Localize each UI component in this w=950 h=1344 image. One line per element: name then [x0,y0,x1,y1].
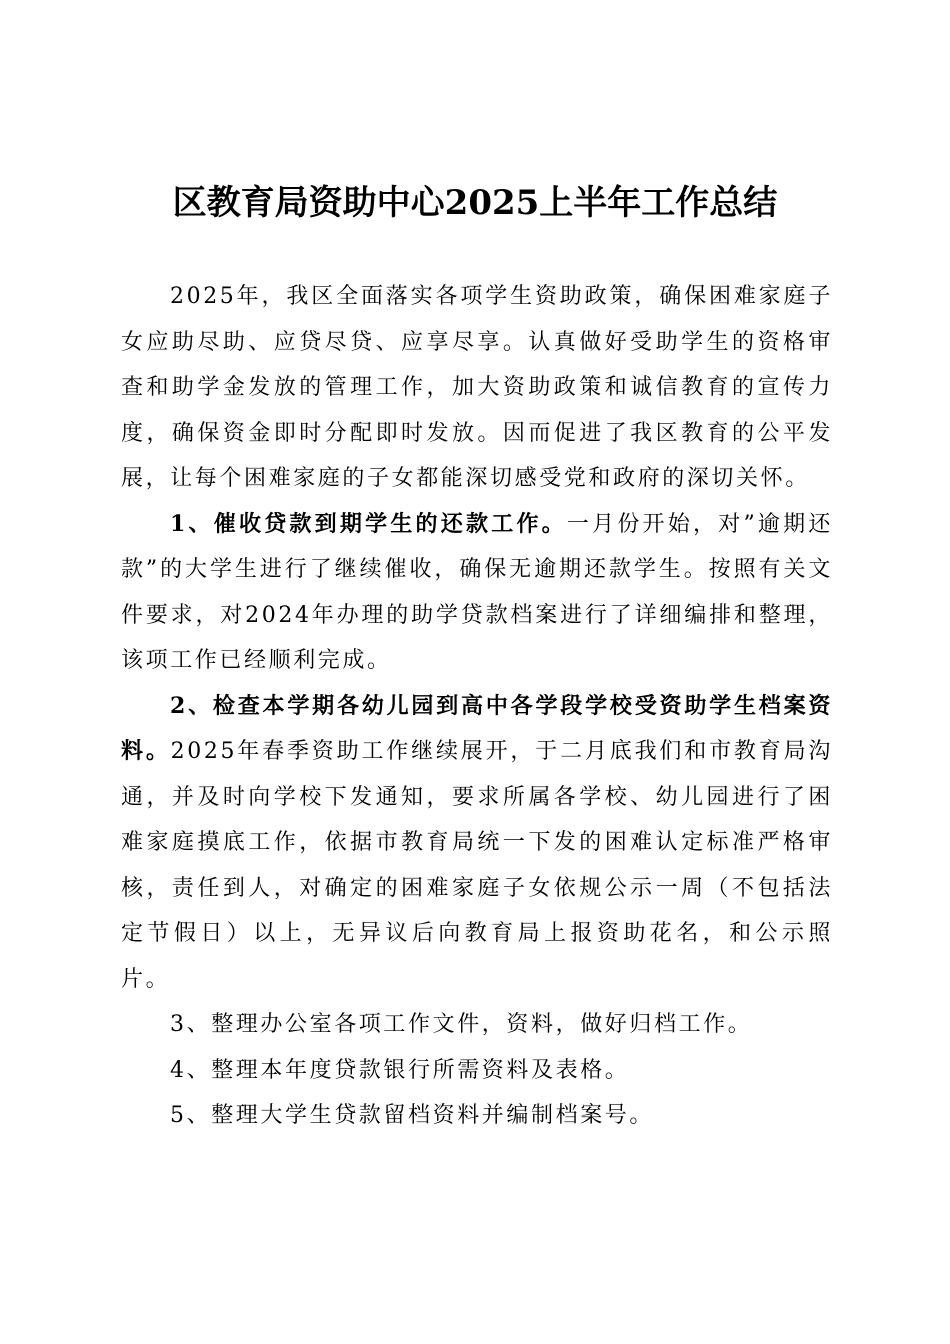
item-2-heading: 2、检查本学期各幼儿园到高中各学段学校受资助学生档案资料。 [121,692,833,764]
item-2-paragraph [121,684,833,1003]
item-3-text: 3、整理办公室各项工作文件，资料，做好归档工作。 [170,1012,753,1037]
document-title: 区教育局资助中心2025上半年工作总结 [172,183,778,223]
item-5-text: 5、整理大学生贷款留档资料并编制档案号。 [170,1103,654,1128]
item-5-paragraph [121,1093,833,1139]
item-4-paragraph [121,1048,833,1094]
item-4-text: 4、整理本年度贷款银行所需资料及表格。 [170,1057,630,1083]
item-1-paragraph [121,502,833,684]
intro-paragraph: 2025年，我区全面落实各项学生资助政策，确保困难家庭子女应助尽助、应贷尽贷、应享尽享。认真做好受助学生的资格审查和助学金发放的管理工作，加大资助政策和诚信教育的宣传力度，确保资金即时分配即时发放。因而促进了我区教育的公平发展，让每个困难家庭的子女都能深切感受党和政府的深切关怀。 [121,284,833,491]
item-2-text: 2025年春季资助工作继续展开，于二月底我们和市教育局沟通，并及时向学校下发通知，要求所属各学校、幼儿园进行了困难家庭摸底工作，依据市教育局统一下发的困难认定标准严格审核，责任到人，对确定的困难家庭子女依规公示一周（不包括法定节假日）以上，无异议后向教育局上报资助花名，和公示照片。 [121,739,834,992]
item-1-text: 一月份开始，对”逾期还款”的大学生进行了继续催收，确保无逾期还款学生。按照有关文件要求，对2024年办理的助学贷款档案进行了详细编排和整理，该项工作已经顺利完成。 [121,511,833,673]
document-body [121,274,833,1139]
item-1-heading: 1、催收贷款到期学生的还款工作。 [170,510,567,537]
item-3-paragraph [121,1002,833,1048]
